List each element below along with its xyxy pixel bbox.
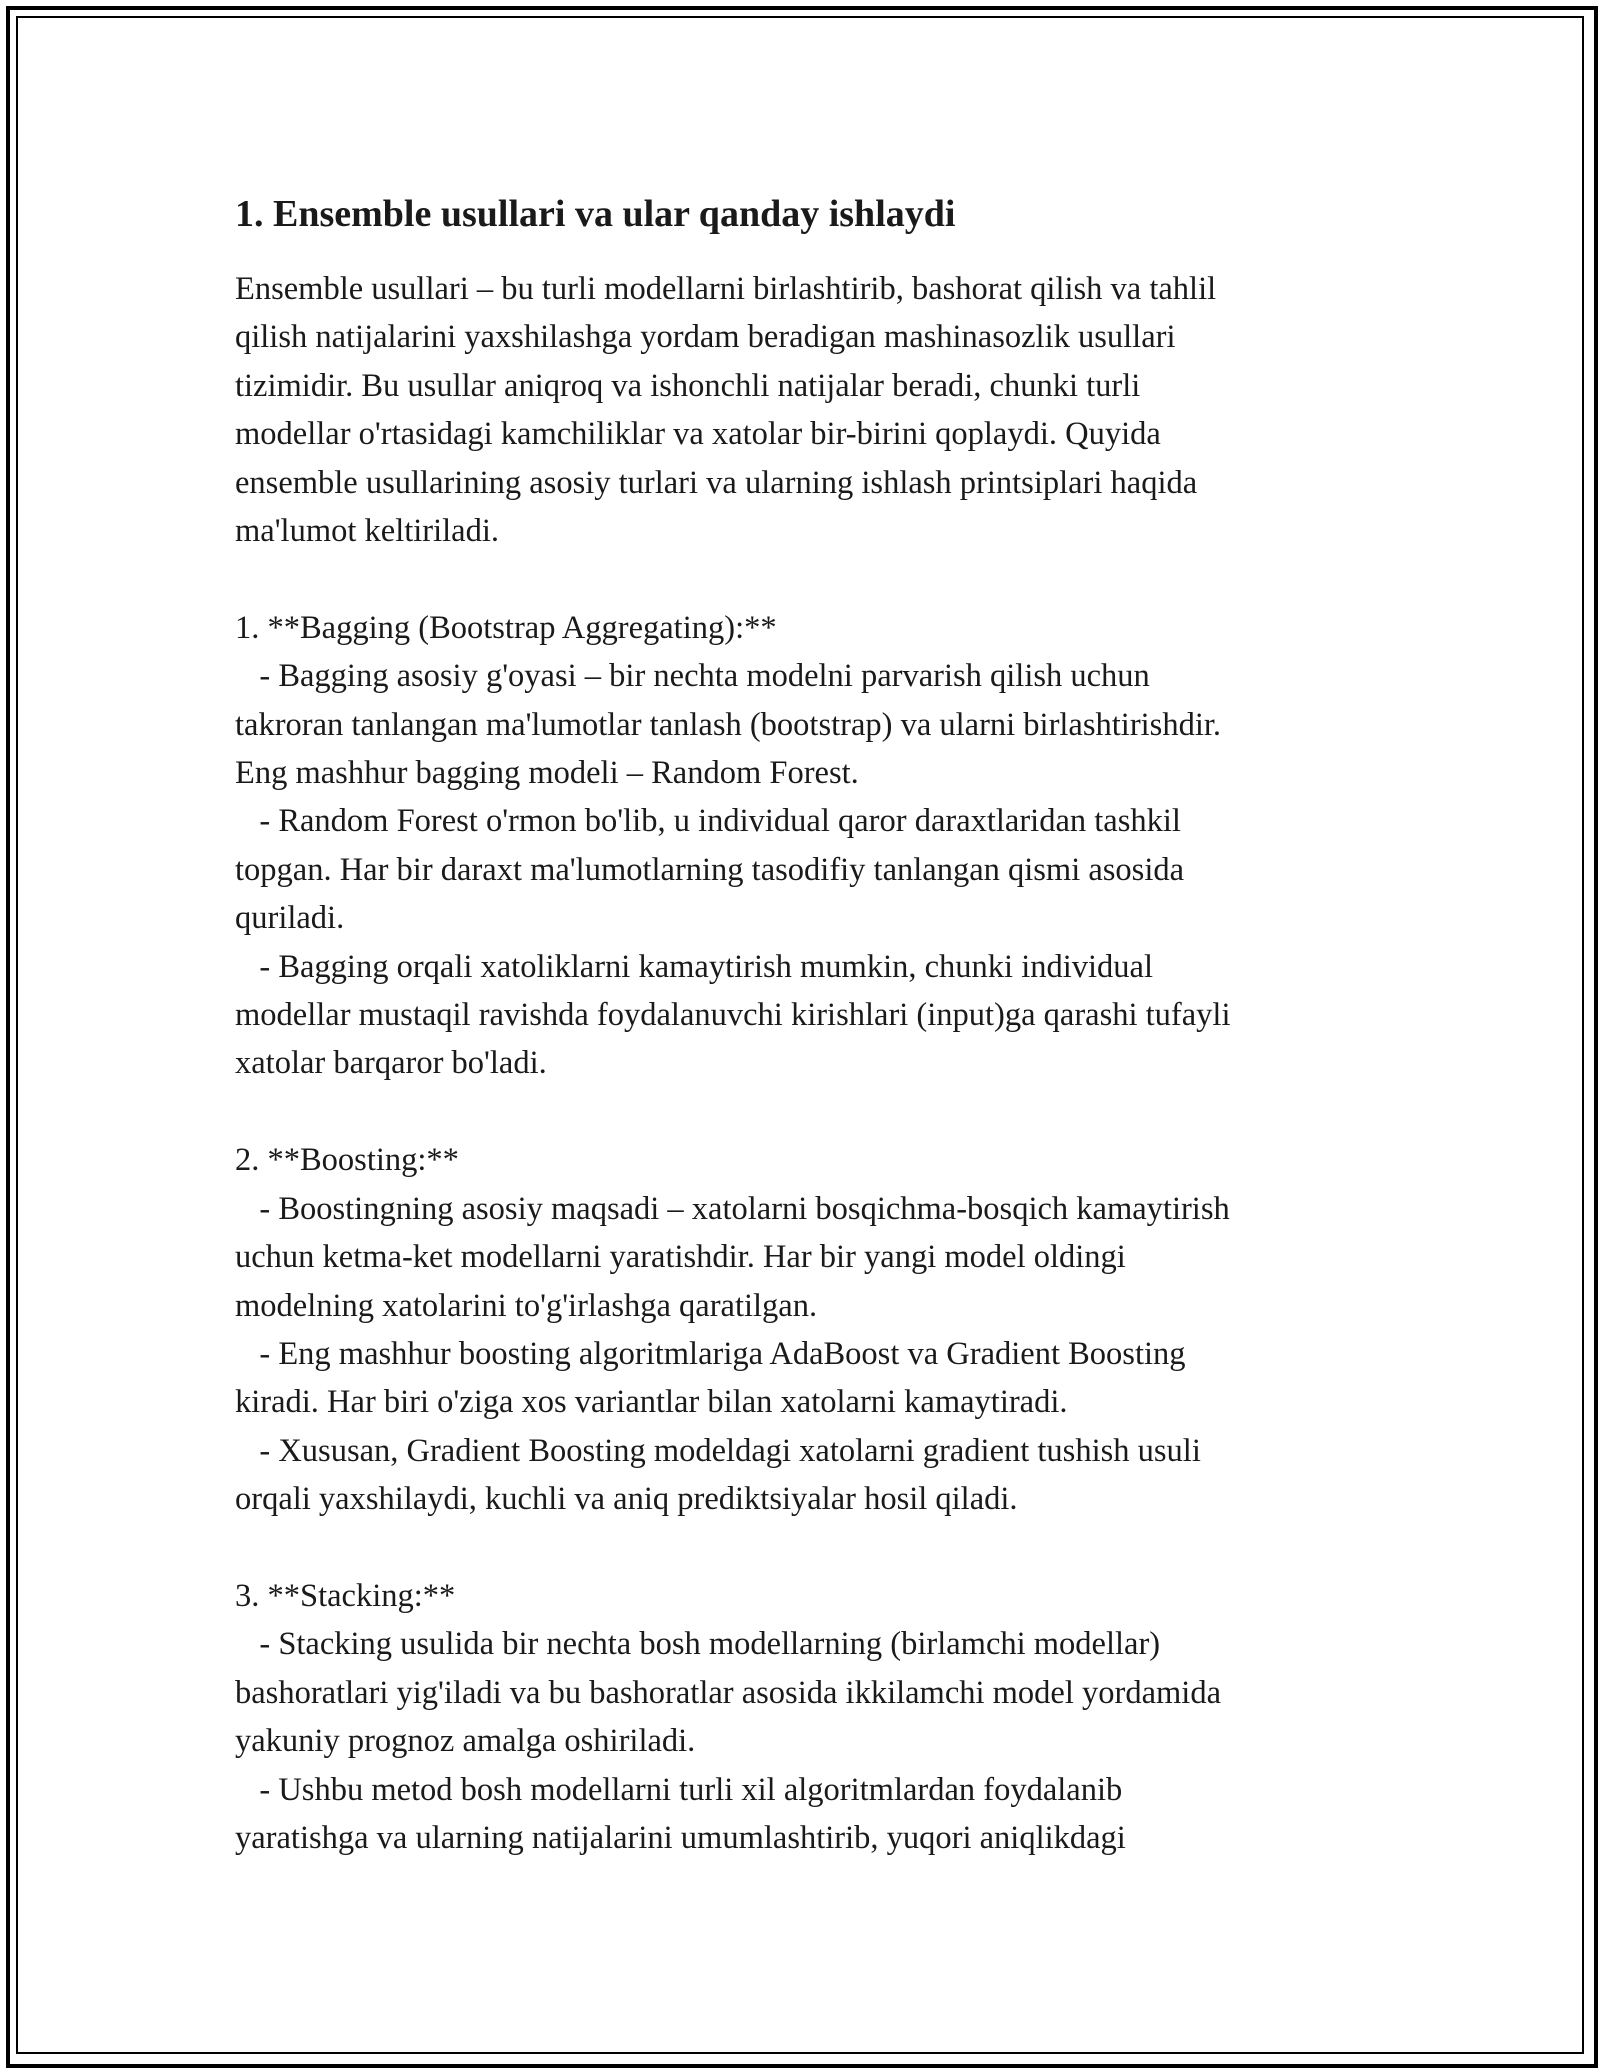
- section-heading-stacking: 3. **Stacking:**: [235, 1577, 456, 1614]
- text-line: Ensemble usullari – bu turli modellarni birlashtirib, bashorat qilish va tahlil: [235, 271, 1217, 307]
- text-line: orqali yaxshilaydi, kuchli va aniq prediktsiyalar hosil qiladi.: [235, 1481, 1018, 1518]
- bagging-section: [235, 604, 1375, 1088]
- section-heading-boosting: 2. **Boosting:**: [235, 1142, 459, 1179]
- paragraph-gap: [235, 1524, 1375, 1572]
- text-line: tizimidir. Bu usullar aniqroq va ishonchli natijalar beradi, chunki turli: [235, 367, 1141, 404]
- text-line: modellar mustaqil ravishda foydalanuvchi kirishlari (input)ga qarashi tufayli: [235, 997, 1231, 1034]
- stacking-section: [235, 1572, 1375, 1862]
- text-line: ma'lumot keltiriladi.: [235, 513, 499, 550]
- text-line: bashoratlari yig'iladi va bu bashoratlar asosida ikkilamchi model yordamida: [235, 1674, 1221, 1711]
- text-line: uchun ketma-ket modellarni yaratishdir. Har bir yangi model oldingi: [235, 1239, 1126, 1276]
- text-line: - Boostingning asosiy maqsadi – xatolarni bosqichma-bosqich kamaytirish: [235, 1190, 1230, 1227]
- paragraph-gap: [235, 1088, 1375, 1136]
- text-line: - Ushbu metod bosh modellarni turli xil algoritmlardan foydalanib: [235, 1771, 1123, 1808]
- intro-paragraph: [235, 265, 1375, 555]
- text-line: kiradi. Har biri o'ziga xos variantlar bilan xatolarni kamaytiradi.: [235, 1384, 1068, 1421]
- text-line: takroran tanlangan ma'lumotlar tanlash (bootstrap) va ularni birlashtirishdir.: [235, 706, 1221, 743]
- text-line: - Random Forest o'rmon bo'lib, u individual qaror daraxtlaridan tashkil: [235, 803, 1181, 840]
- text-line: - Stacking usulida bir nechta bosh modellarning (birlamchi modellar): [235, 1626, 1161, 1663]
- text-line: - Xususan, Gradient Boosting modeldagi xatolarni gradient tushish usuli: [235, 1432, 1201, 1469]
- text-line: Eng mashhur bagging modeli – Random Forest.: [235, 755, 859, 792]
- text-line: modelning xatolarini to'g'irlashga qaratilgan.: [235, 1287, 818, 1324]
- text-line: ensemble usullarining asosiy turlari va ularning ishlash printsiplari haqida: [235, 464, 1198, 501]
- text-line: topgan. Har bir daraxt ma'lumotlarning tasodifiy tanlangan qismi asosida: [235, 851, 1185, 888]
- document-body: [235, 183, 1375, 1862]
- text-line: xatolar barqaror bo'ladi.: [235, 1045, 547, 1082]
- text-line: yaratishga va ularning natijalarini umumlashtirib, yuqori aniqlikdagi: [235, 1819, 1126, 1856]
- text-line: qilish natijalarini yaxshilashga yordam beradigan mashinasozlik usullari: [235, 319, 1176, 356]
- text-line: - Bagging asosiy g'oyasi – bir nechta modelni parvarish qilish uchun: [235, 658, 1150, 695]
- text-line: modellar o'rtasidagi kamchiliklar va xatolar bir-birini qoplaydi. Quyida: [235, 416, 1161, 453]
- paragraph-gap: [235, 555, 1375, 603]
- text-line: yakuniy prognoz amalga oshiriladi.: [235, 1723, 696, 1760]
- text-line: - Eng mashhur boosting algoritmlariga AdaBoost va Gradient Boosting: [235, 1335, 1186, 1372]
- text-line: - Bagging orqali xatoliklarni kamaytirish mumkin, chunki individual: [235, 948, 1153, 985]
- section-heading-bagging: 1. **Bagging (Bootstrap Aggregating):**: [235, 609, 777, 646]
- text-line: quriladi.: [235, 900, 345, 937]
- boosting-section: [235, 1136, 1375, 1523]
- document-title: 1. Ensemble usullari va ular qanday ishlaydi: [235, 193, 956, 235]
